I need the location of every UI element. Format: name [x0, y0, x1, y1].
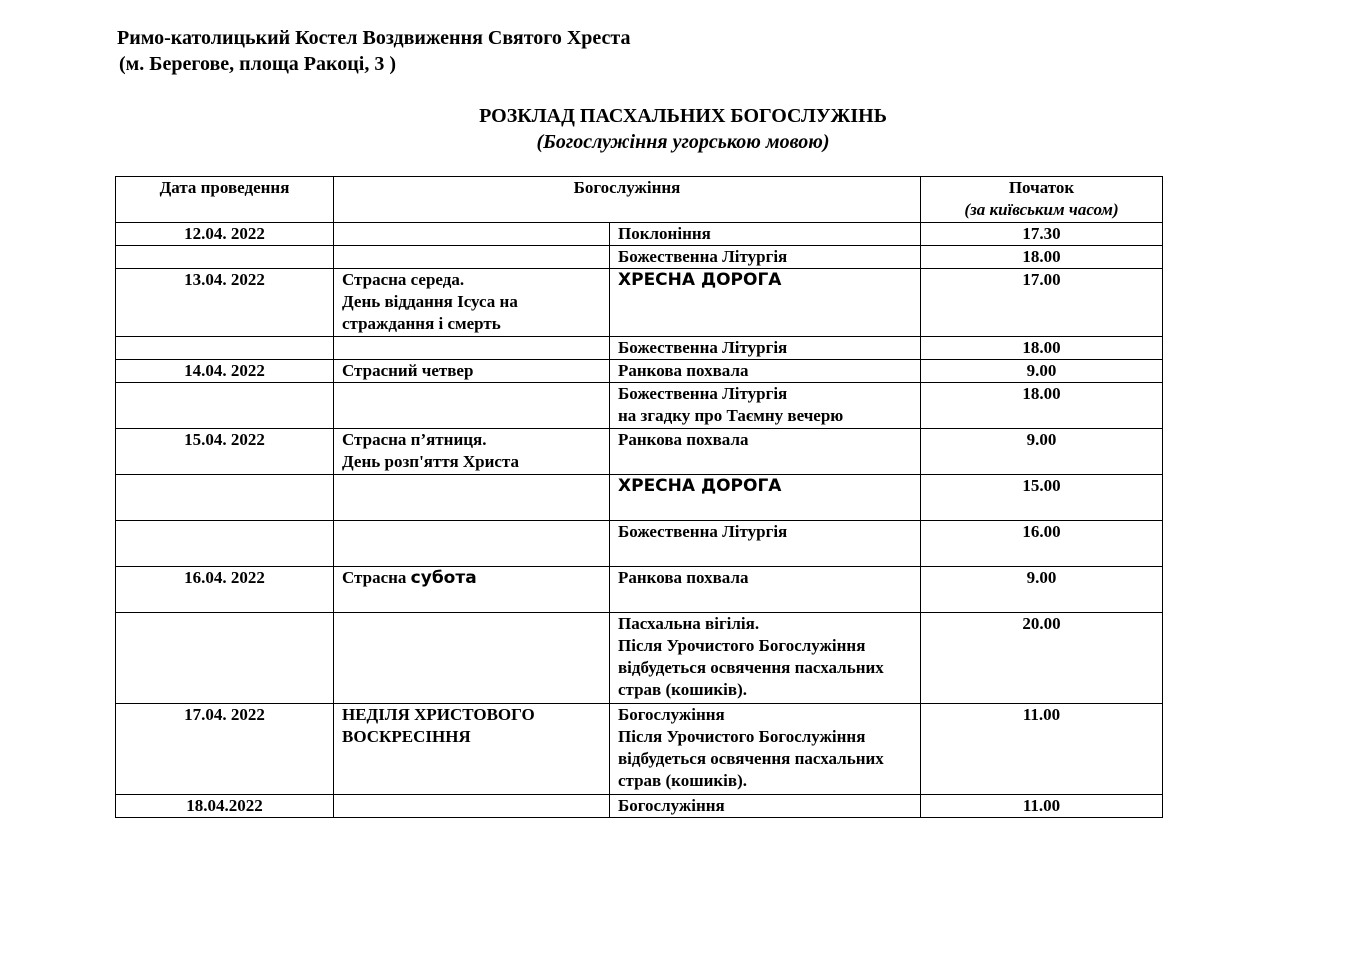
row-service: Богослужіння: [610, 795, 921, 818]
table-row: [116, 269, 1163, 337]
row-date: 17.04. 2022: [116, 704, 334, 795]
table-row: [116, 223, 1163, 246]
table-row: [116, 704, 1163, 795]
row-service: Ранкова похвала: [610, 429, 921, 475]
schedule-table: [115, 176, 1163, 818]
row-service: Поклоніння: [610, 223, 921, 246]
row-date: 16.04. 2022: [116, 567, 334, 613]
table-row: [116, 795, 1163, 818]
row-time: 18.00: [921, 337, 1163, 360]
table-header-row: [116, 177, 1163, 223]
row-service: Божественна Літургія: [610, 337, 921, 360]
row-time: 9.00: [921, 429, 1163, 475]
row-day: НЕДІЛЯ ХРИСТОВОГО ВОСКРЕСІННЯ: [334, 704, 610, 795]
table-row: [116, 429, 1163, 475]
schedule-subtitle: (Богослужіння угорською мовою): [536, 131, 830, 153]
table-row: [116, 567, 1163, 613]
church-name: Римо-католицький Костел Воздвиження Святого Хреста: [117, 27, 631, 49]
row-day: [334, 383, 610, 429]
column-header-service: Богослужіння: [334, 177, 921, 223]
column-header-date: Дата проведення: [116, 177, 334, 223]
row-service: Пасхальна вігілія. Після Урочистого Богослужіння відбудеться освячення пасхальних страв (кошиків).: [610, 613, 921, 704]
row-date: 12.04. 2022: [116, 223, 334, 246]
row-date: [116, 613, 334, 704]
row-date: 14.04. 2022: [116, 360, 334, 383]
row-day: [334, 337, 610, 360]
row-day: [334, 475, 610, 521]
row-date: [116, 383, 334, 429]
row-time: 17.00: [921, 269, 1163, 337]
row-time: 20.00: [921, 613, 1163, 704]
table-row: [116, 383, 1163, 429]
row-date: [116, 521, 334, 567]
row-time: 11.00: [921, 795, 1163, 818]
row-day: [334, 521, 610, 567]
schedule-title: РОЗКЛАД ПАСХАЛЬНИХ БОГОСЛУЖІНЬ: [479, 105, 887, 127]
row-day: [334, 223, 610, 246]
row-day-part-1: Страсна: [342, 568, 411, 587]
row-day: [334, 246, 610, 269]
row-day: [334, 567, 610, 613]
row-day: [334, 613, 610, 704]
row-time: 18.00: [921, 383, 1163, 429]
row-date: [116, 337, 334, 360]
table-row: [116, 475, 1163, 521]
row-service: ХРЕСНА ДОРОГА: [610, 475, 921, 521]
column-header-start-label: Початок: [1008, 178, 1075, 197]
row-time: 16.00: [921, 521, 1163, 567]
row-time: 17.30: [921, 223, 1163, 246]
church-address: (м. Берегове, площа Ракоці, 3 ): [119, 53, 396, 75]
row-date: [116, 246, 334, 269]
column-header-start-note: (за київським часом): [964, 200, 1119, 219]
row-time: 11.00: [921, 704, 1163, 795]
row-day: Страсна середа. День віддання Ісуса на страждання і смерть: [334, 269, 610, 337]
row-date: [116, 475, 334, 521]
table-row: [116, 337, 1163, 360]
table-row: [116, 613, 1163, 704]
row-time: 9.00: [921, 360, 1163, 383]
row-service: ХРЕСНА ДОРОГА: [610, 269, 921, 337]
row-day-part-2: субота: [410, 568, 477, 588]
row-service: Ранкова похвала: [610, 360, 921, 383]
table-row: [116, 246, 1163, 269]
row-date: 13.04. 2022: [116, 269, 334, 337]
row-day: Страсний четвер: [334, 360, 610, 383]
row-day: Страсна п’ятниця. День розп'яття Христа: [334, 429, 610, 475]
row-service: Божественна Літургія: [610, 246, 921, 269]
row-date: 18.04.2022: [116, 795, 334, 818]
row-service: Богослужіння Після Урочистого Богослужіння відбудеться освячення пасхальних страв (кошиків).: [610, 704, 921, 795]
row-day: [334, 795, 610, 818]
column-header-start: [921, 177, 1163, 223]
row-time: 18.00: [921, 246, 1163, 269]
table-row: [116, 521, 1163, 567]
row-service: Ранкова похвала: [610, 567, 921, 613]
row-service: Божественна Літургія на згадку про Таємну вечерю: [610, 383, 921, 429]
row-time: 15.00: [921, 475, 1163, 521]
row-time: 9.00: [921, 567, 1163, 613]
row-service: Божественна Літургія: [610, 521, 921, 567]
row-date: 15.04. 2022: [116, 429, 334, 475]
table-row: [116, 360, 1163, 383]
